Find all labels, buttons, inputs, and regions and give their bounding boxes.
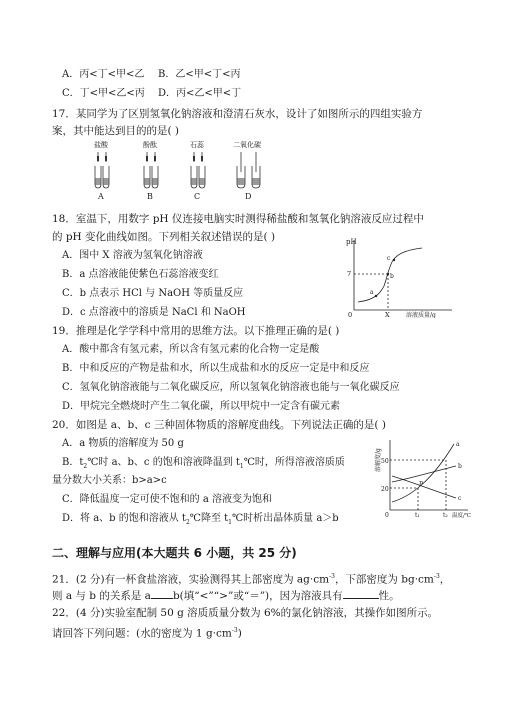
q18-option-b: B．a 点溶液能使紫色石蕊溶液变红 — [62, 269, 219, 280]
q19-stem: 19．推理是化学学科中常用的思维方法。以下推理正确的是( ) — [52, 325, 340, 337]
q20-stem: 20．如图是 a、b、c 三种固体物质的溶解度曲线。下列说法正确的是( ) — [52, 419, 386, 431]
q20-option-a: A．a 物质的溶解度为 50 g — [62, 438, 184, 449]
q17-reagent-c: 石蕊 — [190, 141, 204, 149]
q20-curve-c — [392, 476, 456, 498]
q20-x-label: 温度/℃ — [452, 513, 472, 518]
q18-stem-line1: 18．室温下，用数字 pH 仪连接电脑实时测得稀盐酸和氢氧化钠溶液反应过程中 — [52, 213, 424, 225]
q17-stem-line1: 17．某同学为了区别氢氧化钠溶液和澄清石灰水，设计了如图所示的四组实验方 — [52, 108, 423, 120]
q18-option-a: A．图中 X 溶液为氢氧化钠溶液 — [62, 250, 203, 261]
q20-option-d: D．将 a、b 的饱和溶液从 $t_2℃$降至 $t_1℃$时析出晶体质量 a＞b — [62, 513, 339, 526]
q18-origin: 0 — [348, 311, 353, 318]
q17-reagent-a: 盐酸 — [94, 141, 108, 149]
q20-option-b-line1: B．$t_2℃$时 a、b、c 的饱和溶液降温到 $t_1℃$时，所得溶液溶质质 — [62, 457, 345, 470]
q19-option-a: A．酸中都含有氢元素，所以含有氢元素的化合物一定是酸 — [62, 344, 320, 355]
q20-label-p: P — [419, 481, 424, 488]
q20-y-label: 溶解度/g — [375, 448, 382, 472]
q19-option-b: B．中和反应的产物是盐和水，所以生成盐和水的反应一定是中和反应 — [62, 363, 370, 374]
q20-option-b-line2: 量分数大小关系：b>a>c — [52, 475, 167, 486]
q18-y-label: pH — [346, 238, 357, 246]
q20-x-tick-t1: t₁ — [415, 512, 420, 518]
q18-stem-line2: 的 pH 变化曲线如图。下列相关叙述错误的是( ) — [52, 231, 276, 243]
q18-y-tick-7: 7 — [347, 270, 352, 278]
section-2-title: 二、理解与应用(本大题共 6 小题，共 25 分) — [52, 546, 297, 560]
q20-origin: 0 — [385, 512, 389, 518]
q18-label-b: b — [390, 273, 394, 280]
q18-option-d: D．c 点溶液中的溶质是 NaCl 和 NaOH — [62, 307, 246, 318]
q20-curve-a — [392, 444, 454, 502]
q21-line1: 21．(2 分)有一杯食盐溶液，实验测得其上部密度为 $ag\cdot cm^{-3}$，下部密度为 $bg\cdot cm^{-3}$， — [52, 573, 451, 586]
q18-ph-graph — [340, 234, 458, 318]
q20-solubility-graph — [372, 436, 472, 518]
q20-y-tick-50: 50 — [381, 458, 389, 465]
q21-blank-2[interactable] — [343, 598, 379, 599]
q16-option-d: D．丙<乙<甲<丁 — [158, 88, 242, 99]
q18-x-label: 溶液质量/g — [406, 312, 436, 318]
q17-label-c: C — [194, 192, 201, 201]
q16-option-a: A．丙<丁<甲<乙 — [62, 69, 145, 80]
q21-line2: 则 a 与 b 的关系是 a b(填“<”“>”或“＝”)，因为溶液具有 性。 — [52, 590, 400, 602]
q17-label-b: B — [147, 192, 153, 201]
q21-blank-1[interactable] — [151, 598, 173, 599]
q17-reagent-d: 二氧化碳 — [233, 141, 261, 149]
q18-x-tick: X — [385, 311, 390, 318]
q17-label-a: A — [98, 192, 104, 201]
q16-option-c: C．丁<甲<乙<丙 — [62, 88, 145, 99]
q18-label-a: a — [370, 289, 374, 296]
q16-option-b: B．乙<甲<丁<丙 — [158, 69, 241, 80]
q20-label-b: b — [458, 463, 462, 470]
q17-stem-line2: 案，其中能达到目的的是( ) — [52, 125, 180, 137]
q19-option-c: C．氢氧化钠溶液能与二氧化碳反应，所以氢氧化钠溶液也能与一氧化碳反应 — [62, 382, 400, 393]
q20-label-c: c — [458, 495, 462, 502]
q18-point-c — [393, 259, 395, 261]
q18-point-a — [375, 295, 377, 297]
q17-reagent-b: 酚酞 — [143, 141, 157, 149]
q19-option-d: D．甲烷完全燃烧时产生二氧化碳，所以甲烷中一定含有碳元素 — [62, 401, 341, 412]
q17-label-d: D — [245, 192, 252, 201]
q22-line1: 22．(4 分)实验室配制 50 g 溶质质量分数为 6%的氯化钠溶液，其操作如图所示。 — [52, 607, 439, 619]
q20-y-tick-20: 20 — [381, 486, 389, 493]
q17-figure — [86, 140, 276, 202]
q22-line2: 请回答下列问题：(水的密度为 1 $g\cdot cm^{-3}$) — [52, 627, 242, 640]
q18-label-c: c — [387, 255, 391, 262]
q20-option-c: C．降低温度一定可使不饱和的 a 溶液变为饱和 — [62, 494, 272, 505]
q18-point-b — [387, 273, 389, 275]
q20-x-tick-t2: t₂ — [443, 512, 448, 518]
q18-option-c: C．b 点表示 HCl 与 NaOH 等质量反应 — [62, 288, 244, 299]
q20-label-a: a — [456, 441, 460, 448]
